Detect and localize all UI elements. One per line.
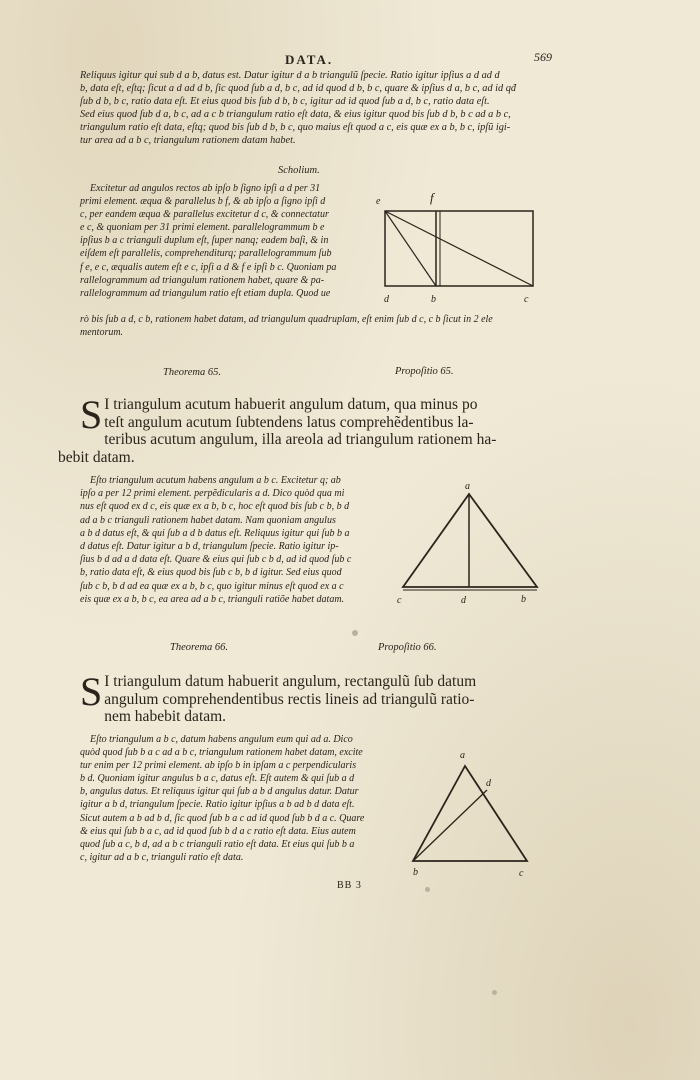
theorem-label: Theorema 65. (163, 367, 221, 378)
text-line: c, per eandem æqua & parallelus excitetur d c, & connectatur (80, 209, 329, 221)
text-line: teribus acutum angulum, illa areola ad triangulum rationem ha- (104, 431, 497, 448)
figure-label: a (465, 481, 470, 492)
page-speck (492, 990, 497, 995)
figure-label: b (521, 594, 526, 605)
figure-label: a (460, 750, 465, 761)
text-line: ſub d b, b c, ratio data eſt. Et eius quod bis ſub d b, b c, igitur ad id quod ſub a d, b c, ratio data eſt. (80, 96, 490, 108)
text-line: Excitetur ad angulos rectos ab ipſo b ſigno ipſi a d per 31 (90, 183, 321, 194)
text-line: ſub c b, b d ad ea quæ ex a b, b c, quo igitur minus eſt quod ex a c (80, 580, 344, 592)
scholium-paragraph (80, 182, 336, 300)
text-line: bebit datam. (58, 448, 135, 466)
proposition-66-statement (80, 669, 580, 726)
figure-label: e (376, 196, 381, 207)
text-line: e c, & quoniam per 31 primi element. parallelogrammum b e (80, 222, 325, 234)
triangle-outline (413, 766, 527, 861)
text-line: tur enim per 12 primi element. ab ipſo b in ipſam a c perpendicularis (80, 760, 357, 772)
text-line: igitur a b d, triangulum ſpecie. Ratio igitur ipſius a b ad b d data eſt. (80, 799, 355, 811)
text-line: nem habebit datam. (104, 708, 227, 725)
text-line: a b d datus eſt, & qui ſub a d b datus eſt. Reliquus igitur qui ſub b a (80, 527, 350, 539)
proposition-label: Propoſitio 65. (395, 366, 454, 377)
proposition-65-statement (58, 392, 580, 466)
scholium-closing (80, 313, 493, 339)
text-line: I triangulum acutum habuerit angulum datum, qua minus po (104, 396, 478, 413)
figure-label: c (519, 868, 524, 879)
figure-label: f (430, 190, 434, 205)
text-line: angulum comprehendentibus rectis lineis ad triangulũ ratio- (104, 690, 475, 708)
page-speck (425, 887, 430, 892)
text-line: rallelogrammum ad triangulum ratio eſt etiam dupla. Quod ue (80, 287, 331, 299)
proposition-66-body (80, 733, 364, 864)
text-line: Reliquus igitur qui sub d a b, datus est. Datur igitur d a b triangulũ ſpecie. Ratio igitur ipſius a d ad d (80, 70, 500, 81)
perpendicular-line (413, 790, 487, 861)
figure-label: b (431, 294, 436, 305)
figure-triangle-perpendicular (405, 748, 535, 880)
theorem-label: Theorema 66. (170, 642, 228, 653)
text-line: f e, e c, æqualis autem eſt e c, ipſi a d & f e ipſi b c. Quoniam pa (80, 261, 337, 273)
drop-cap: S (80, 669, 103, 714)
text-line: teſt angulum acutum ſubtendens latus comprehẽdentibus la- (104, 413, 474, 431)
text-line: b d. Quoniam igitur angulus b a c, datus eſt. Eſt autem & qui ſub a d (80, 773, 355, 785)
signature-mark: BB 3 (337, 880, 362, 891)
text-line: tur area ad a b c, triangulum rationem datam habet. (80, 135, 296, 147)
triangle-outline (403, 494, 537, 587)
text-line: eis quæ ex a b, b c, ea area ad a b c, trianguli ratiõe habet datam. (80, 593, 345, 605)
text-line: Sicut autem a b ad b d, ſic quod ſub b a c ad id quod ſub b d a c. Quare (80, 812, 365, 824)
figure-label: c (397, 595, 402, 606)
text-line: rò bis ſub a d, c b, rationem habet datam, ad triangulum quadruplam, eſt enim ſub d c, c b ſicut in 2 ele (80, 314, 493, 325)
diagonal-line (385, 211, 533, 286)
text-line: ipſo a per 12 primi element. perpẽdicularis a d. Dico quòd qua mi (80, 488, 345, 500)
figure-acute-triangle (395, 478, 545, 606)
text-line: mentorum. (80, 327, 124, 339)
text-line: c, igitur ad a b c, trianguli ratio eſt data. (80, 851, 244, 863)
text-line: quod ſub a c, b d, ad a b c trianguli ratio eſt data. Et eius qui ſub b a (80, 838, 355, 850)
proposition-label: Propoſitio 66. (378, 642, 437, 653)
drop-cap: S (80, 392, 103, 437)
proposition-65-body (80, 474, 351, 606)
text-line: I triangulum datum habuerit angulum, rectangulũ ſub datum (104, 673, 477, 690)
text-line: b, data eſt, eſtq; ſicut a d ad d b, ſic quod ſub a d, b c, ad id quod d b, b c, quare & ipſius d a, b c, ad id qđ (80, 83, 517, 95)
page-speck (352, 630, 358, 636)
text-line: d datus eſt. Datur igitur a b d, triangulum ſpecie. Ratio igitur ip- (80, 541, 339, 553)
text-line: b, angulus datus. Et reliquus igitur qui ſub a b d angulus datur. Datur (80, 786, 359, 798)
text-line: eiſdem eſt parallelis, comprehenditurq; parallelogrammum ſub (80, 248, 332, 260)
text-line: Eſto triangulum a b c, datum habens angulum eum qui ad a. Dico (90, 734, 353, 745)
text-line: quòd quod ſub b a c ad a b c, triangulum rationem habet datam, excite (80, 747, 363, 759)
scholium-title: Scholium. (278, 165, 320, 176)
intro-paragraph (80, 69, 516, 148)
figure-parallelogram (376, 188, 546, 308)
page-number: 569 (534, 50, 552, 64)
figure-label: d (384, 294, 389, 305)
figure-label: c (524, 294, 529, 305)
text-line: ad a b c trianguli rationem habet datam. Nam quoniam angulus (80, 514, 336, 526)
text-line: rallelogrammum ad triangulum rationem habet, quare & pa- (80, 274, 325, 286)
diagonal-line (385, 211, 436, 286)
text-line: & eius qui ſub b a c, ad id quod ſub b d a c ratio eſt data. Eius autem (80, 825, 356, 837)
figure-label: d (461, 595, 466, 606)
text-line: b, ratio data eſt, & eius quod bis ſub c b, b d igitur. Sed eius quod (80, 567, 342, 579)
text-line: triangulum ratio eſt data, eſtq; quod bis ſub d b, b c, quo maius eſt quod a c, eis quæ ex a b, b c, ipſũ igi- (80, 122, 511, 134)
figure-label: d (486, 778, 491, 789)
text-line: nus eſt quod ex d c, eis quæ ex a b, b c, hoc eſt quod bis ſub c b, b d (80, 501, 350, 513)
text-line: ſius b d ad a d data eſt. Quare & eius qui ſub c b d, ad id quod ſub c (80, 554, 352, 566)
text-line: Sed eius quod ſub d a, b c, ad a c b triangulum ratio eſt data, & eius igitur quod bis ſub d b, b c ad a b c, (80, 109, 511, 121)
text-line: primi element. æqua & parallelus b f, & ab ipſo a ſigno ipſi d (80, 196, 326, 208)
running-head: DATA. (285, 52, 334, 67)
text-line: ipſius b a c trianguli duplum eſt, ſuper nanq; eadem baſi, & in (80, 235, 329, 247)
text-line: Eſto triangulum acutum habens angulum a b c. Excitetur q; ab (90, 475, 341, 486)
figure-label: b (413, 867, 418, 878)
